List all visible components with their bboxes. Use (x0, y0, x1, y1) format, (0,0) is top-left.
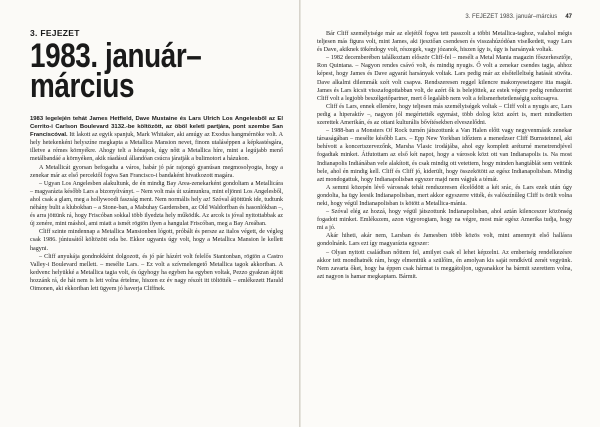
body-paragraph: – Olyan nyitott családban nőttem fel, amilyet csak el lehet képzelni. Az emberiség rendelkezésre akkor tett mondhatnék rám, hogy elmenttük a szülőim, én amolyan kis saját rendkívül zenét vegyünk. Nem zavarta őket, hogy ha éppen csak hármat is meggátoljon, ugyanakkor ha bármit szerettem volna, azt nagyon is hamar megkaptam. Bármit. (317, 249, 572, 280)
body-paragraph: A Metallicát gyorsan befogadta a város, habár jó pár rajongó gyanúsan megmosolyogta, hogy a zenekar már az első percektől fogva San Francisco-i bandaként hivatkozott magára. (30, 164, 283, 179)
running-head-text: 3. FEJEZET 1983. január–március (465, 14, 558, 20)
left-page (0, 0, 299, 427)
body-paragraph: Cliff és Lars, ennek ellenére, hogy teljesen más személyiségek voltak – Cliff volt a nyugis arc, Lars pedig a hiperaktív –, nagyon jól megértették egymást, több dolog közt azért is, mert mindketten szerettek Amerikán, és az ottani kulturális bővítésekben elveszelődni. (317, 103, 572, 127)
body-paragraph: – 1988-ban a Monsters Of Rock turnén játszottunk a Van Halen előtt vagy negyvenmásik zenekar társaságában – mesélte később Lars. – Epp New Yorkban időztem a menedzser Cliff Burnsteinnel, aki behívott a koncertszervezőnk, Marsha Vlasic irodájába, ahol egy komplett aréturné menetrendjével fogadtak minket. Átfutottam az első két napot, hogy a városok közt ott van Indianapolis is. Na most Indianapolis Indiánában vele alakított, és csak mindig ott vetettem, hogy minden hangtáblát sem vettünk bele, ahol én mindig kell. Cliff és Cliff jó, kiderült, hogy összekötött az egész Indianapolisban. Mindig azt mondogattuk, hogy Indianapolisban egyszer majd nem vágjuk a témát. (317, 128, 572, 183)
lead-rest-text: Itt lakott az egyik spanjuk, Mark Whitaker, aki amúgy az Exodus hangmérnöke volt. A hely hetekenkéni helyszíne megkapta a Metallica Mansion nevet, finom utaláséppen a képkastésgára, illetve a rémes környékre. Ahogy telt a hónapok, úgy nőtt a Metallica híre, mint a legújabb menő metálbandáé a környéken, akik ráadásul állandóan csúcra járatják a bulimotort a házukon. (30, 132, 283, 163)
chapter-label: 3. FEJEZET (30, 28, 80, 38)
lead-bold-text: 1983 legelején tehát James Hetfield, Dave Mustaine és Lars Ulrich Los Angelesből az El Cerrito-i Carlson Boulevard 3132.-be költözött, az öböl keleti partjára, pont szembe San Franciscóval. (30, 116, 283, 139)
chapter-title (30, 37, 276, 105)
body-paragraph: Cliff szinte mindennap a Metallica Mansionben lógott, próbált és persze az italos végett, de végleg csak 1986. júniusától költözött oda be. Ekkor ugyanis úgy volt, hogy a Metallica Mansion le kellett hagyni. (30, 229, 283, 252)
chapter-title-line2: március (30, 67, 135, 105)
lead-paragraph (30, 115, 283, 164)
body-paragraph: – Cliff anyukája gondnokként dolgozott, és jó pár házért volt felelős Stantonban, rögtön a Castro Valley-i Boulevard mellett. – mesélte Lars. – Ez volt a szívmelengető Metallica tagok akkoriban. A kedvenc helyükké a Metallica tagia volt, és úgyhogy ha egyben ha egyben voltak, Pezzo gyakran átjött hozzánk rá, de hát nem is lett volna értelme, hiszen ez év nagy részét itt töltötték – emlékezett Harald Oimonen, aki ekkoriban lett ügyem jó haverja Cliffnek. (30, 253, 283, 292)
body-paragraph: Bár Cliff személyisége már az elejétől fogva tett passzolt a többi Metallica-taghoz, valahol mégis teljesen más figura volt, mint James, aki ijesztőan csendesen és visszahúzódóan viselkedett, vagy Lars és Dave, akiknek tökéndogy volt, részegek, vagy józanok, hiszen így is, úgy is harsányak voltak. (317, 31, 572, 54)
body-paragraph: A semmi közepén lévő városnak tehát rendszeresen élcelődött a két srác, és Lars ezek után úgy gondolta, ha ügy leesik Indianapolisban, mert akkor egyszerre vitték, és valószínűleg Cliff is örült volna neki, hogy végül Indianapolisban is kötött a Metallica-mánia. (317, 184, 572, 207)
body-paragraph: – 1982 decemberében találkoztam először Cliff-fel – mesélt a Metal Mania magazin főszerkesztője, Ron Quintana. – Nagyon rendes csávó volt, és mindig nyugis. Ő volt a zenekar csendes tagja, ahhoz képest, hogy James és Dave agyarát harsányak voltak. Lars pedig már az elsőtelleltség hatását süvőta. Dave alkalmi dilemmák szét volt csapva. Rendszeresen reggel kilencre makonyeseizgere itta magát. James és Lars kicsit visszafogottabban volt, de azért ők is belejöttek, az estek végere pedig rendszerint Cliff volt a legjobb beszélgetőpartner, mert ő legalább nem volt a felismerhetetlenségig szétcsapva. (317, 55, 572, 102)
chapter-title-line1: 1983. január– (30, 37, 202, 75)
page-number: 47 (565, 14, 572, 20)
body-paragraph: Akár hiheti, akár nem, Larsban és Jamesben több közös volt, mint amennyit első hallásra gondolnánk. Lars ezt így magyarázta egyszer: (317, 233, 572, 248)
running-head (317, 14, 572, 20)
body-paragraph: – Szóval elég az hozzá, hogy végül játszottunk Indianapolisban, ahol aztán kilenceszer közönség fogadott minket. Emlékszem, azon vigyorogtam, hogy na végre, most már egész Amerika tudja, hogy mi a jó. (317, 209, 572, 232)
right-page (301, 0, 600, 427)
body-paragraph: – Ugyan Los Angelesben alakultunk, de én mindig Bay Area-zenekarként gondoltam a Metallicára – magyarázta később Lars a bizonyítványt. – Nem volt más út számunkra, mint eljönni Los Angelesből, ahol csak a glam, meg a hollywoodi faszság ment. Nem normális hely az! Szóval átjöttünk ide, tudtunk néhány bulit a klubokban – a Stone-ban, a Mabuhay Gardensben, az Old Waldorfban és hasonlókban –, és arra jöttünk rá, hogy Friscóban sokkal több ilyedzta hely működik. Az arcok is jóval nyitottabbak az új zenére, mint máshol, ami miatt a ismét rögtön ilyen a hangulat Friscóban, meg a Bay Areában. (30, 180, 283, 228)
